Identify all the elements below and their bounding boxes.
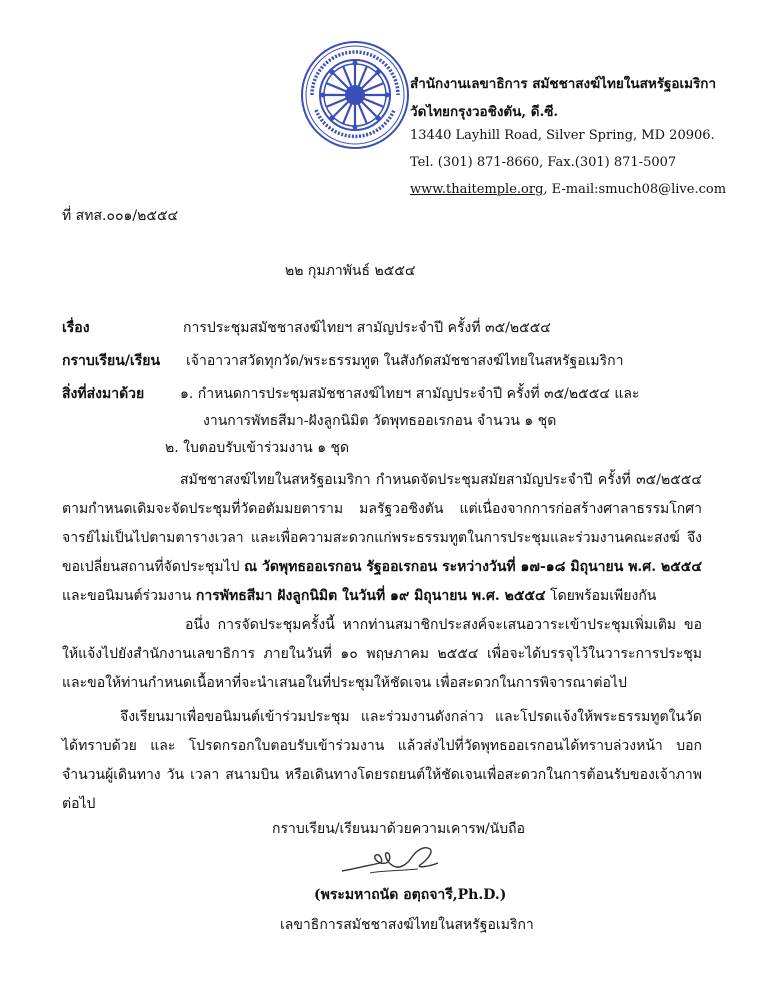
subject-label: เรื่อง (62, 320, 90, 336)
dharma-wheel-seal-icon (300, 40, 410, 150)
closing: กราบเรียน/เรียนมาด้วยความเคารพ/นับถือ (272, 821, 525, 837)
website-link[interactable]: www.thaitemple.org (410, 182, 544, 197)
paragraph-1-text-b: และขอนิมนต์ร่วมงาน (62, 588, 196, 604)
paragraph-1-text-a: สมัชชาสงฆ์ไทยในสหรัฐอเมริกา กำหนดจัดประชุมสมัยสามัญประจำปี ครั้งที่ ๓๕/๒๕๕๔ ตามกำหนดเดิมจะจัดประชุมที่วัดอตัมมยตาราม มลรัฐวอชิงตัน แต่เนื่องจากการก่อสร้างศาลาธรรมโกศาจารย์ไม่เป็นไปตามตารางเวลา และเพื่อความสะดวกแก่พระธรรมทูตในการประชุมและร่วมงานคณะสงฆ์ จึงขอเปลี่ยนสถานที่จัดประชุมไป (62, 472, 702, 575)
body-paragraph-2: อนึ่ง การจัดประชุมครั้งนี้ หากท่านสมาชิกประสงค์จะเสนอวาระเข้าประชุมเพิ่มเติม ขอให้แจ้งไปยังสำนักงานเลขาธิการ ภายในวันที่ ๑๐ พฤษภาคม ๒๕๕๔ เพื่อจะได้บรรจุไว้ในวาระการประชุม และขอให้ท่านกำหนดเนื้อหาที่จะนำเสนอในที่ประชุมให้ชัดเจน เพื่อสะดวกในการพิจารณาต่อไป (62, 617, 702, 691)
signer-name: (พระมหาถนัด อตฺถจารี,Ph.D.) (314, 887, 507, 903)
ceremony-date: การพัทธสีมา ฝังลูกนิมิต ในวันที่ ๑๙ มิถุนายน พ.ศ. ๒๕๕๔ (195, 588, 546, 604)
email: , E-mail:smuch08@live.com (543, 182, 727, 197)
enclosure-1-continued: งานการพัทธสีมา-ฝังลูกนิมิต วัดพุทธออเรกอน จำนวน ๑ ชุด (203, 413, 557, 429)
letter-date: ๒๒ กุมภาพันธ์ ๒๕๕๔ (285, 263, 416, 279)
recipient-label: กราบเรียน/เรียน (62, 353, 161, 369)
enclosure-2: ๒. ใบตอบรับเข้าร่วมงาน ๑ ชุด (165, 440, 350, 456)
body-paragraph-1 (62, 466, 702, 611)
org-name: สำนักงานเลขาธิการ สมัชชาสงฆ์ไทยในสหรัฐอเมริกา (410, 76, 717, 92)
recipient: เจ้าอาวาสวัดทุกวัด/พระธรรมทูต ในสังกัดสมัชชาสงฆ์ไทยในสหรัฐอเมริกา (186, 353, 624, 369)
enclosures-label: สิ่งที่ส่งมาด้วย (62, 386, 145, 402)
temple-name: วัดไทยกรุงวอชิงตัน, ดี.ซี. (410, 104, 559, 120)
subject: การประชุมสมัชชาสงฆ์ไทยฯ สามัญประจำปี ครั้งที่ ๓๕/๒๕๕๔ (183, 320, 551, 336)
reference-number: ที่ สทส.๐๐๑/๒๕๕๔ (62, 208, 179, 224)
paragraph-1-text-c: โดยพร้อมเพียงกัน (545, 588, 657, 604)
contact-line (410, 182, 726, 197)
body-paragraph-3: จึงเรียนมาเพื่อขอนิมนต์เข้าร่วมประชุม และร่วมงานดังกล่าว และโปรดแจ้งให้พระธรรมทูตในวัดได้ทราบด้วย และ โปรดกรอกใบตอบรับเข้าร่วมงาน แล้วส่งไปที่วัดพุทธออเรกอนได้ทราบล่วงหน้า บอกจำนวนผู้เดินทาง วัน เวลา สนามบิน หรือเดินทางโดยรถยนต์ให้ชัดเจนเพื่อสะดวกในการต้อนรับของเจ้าภาพต่อไป (62, 709, 702, 812)
phone-fax: Tel. (301) 871-8660, Fax.(301) 871-5007 (410, 155, 677, 170)
handwritten-signature-icon (340, 843, 440, 877)
meeting-venue-dates: ณ วัดพุทธออเรกอน รัฐออเรกอน ระหว่างวันที่ ๑๗-๑๘ มิถุนายน พ.ศ. ๒๕๕๔ (244, 559, 702, 575)
signer-title: เลขาธิการสมัชชาสงฆ์ไทยในสหรัฐอเมริกา (280, 917, 534, 933)
address: 13440 Layhill Road, Silver Spring, MD 20906. (410, 128, 715, 143)
enclosure-1: ๑. กำหนดการประชุมสมัชชาสงฆ์ไทยฯ สามัญประจำปี ครั้งที่ ๓๕/๒๕๕๔ และ (180, 386, 640, 402)
